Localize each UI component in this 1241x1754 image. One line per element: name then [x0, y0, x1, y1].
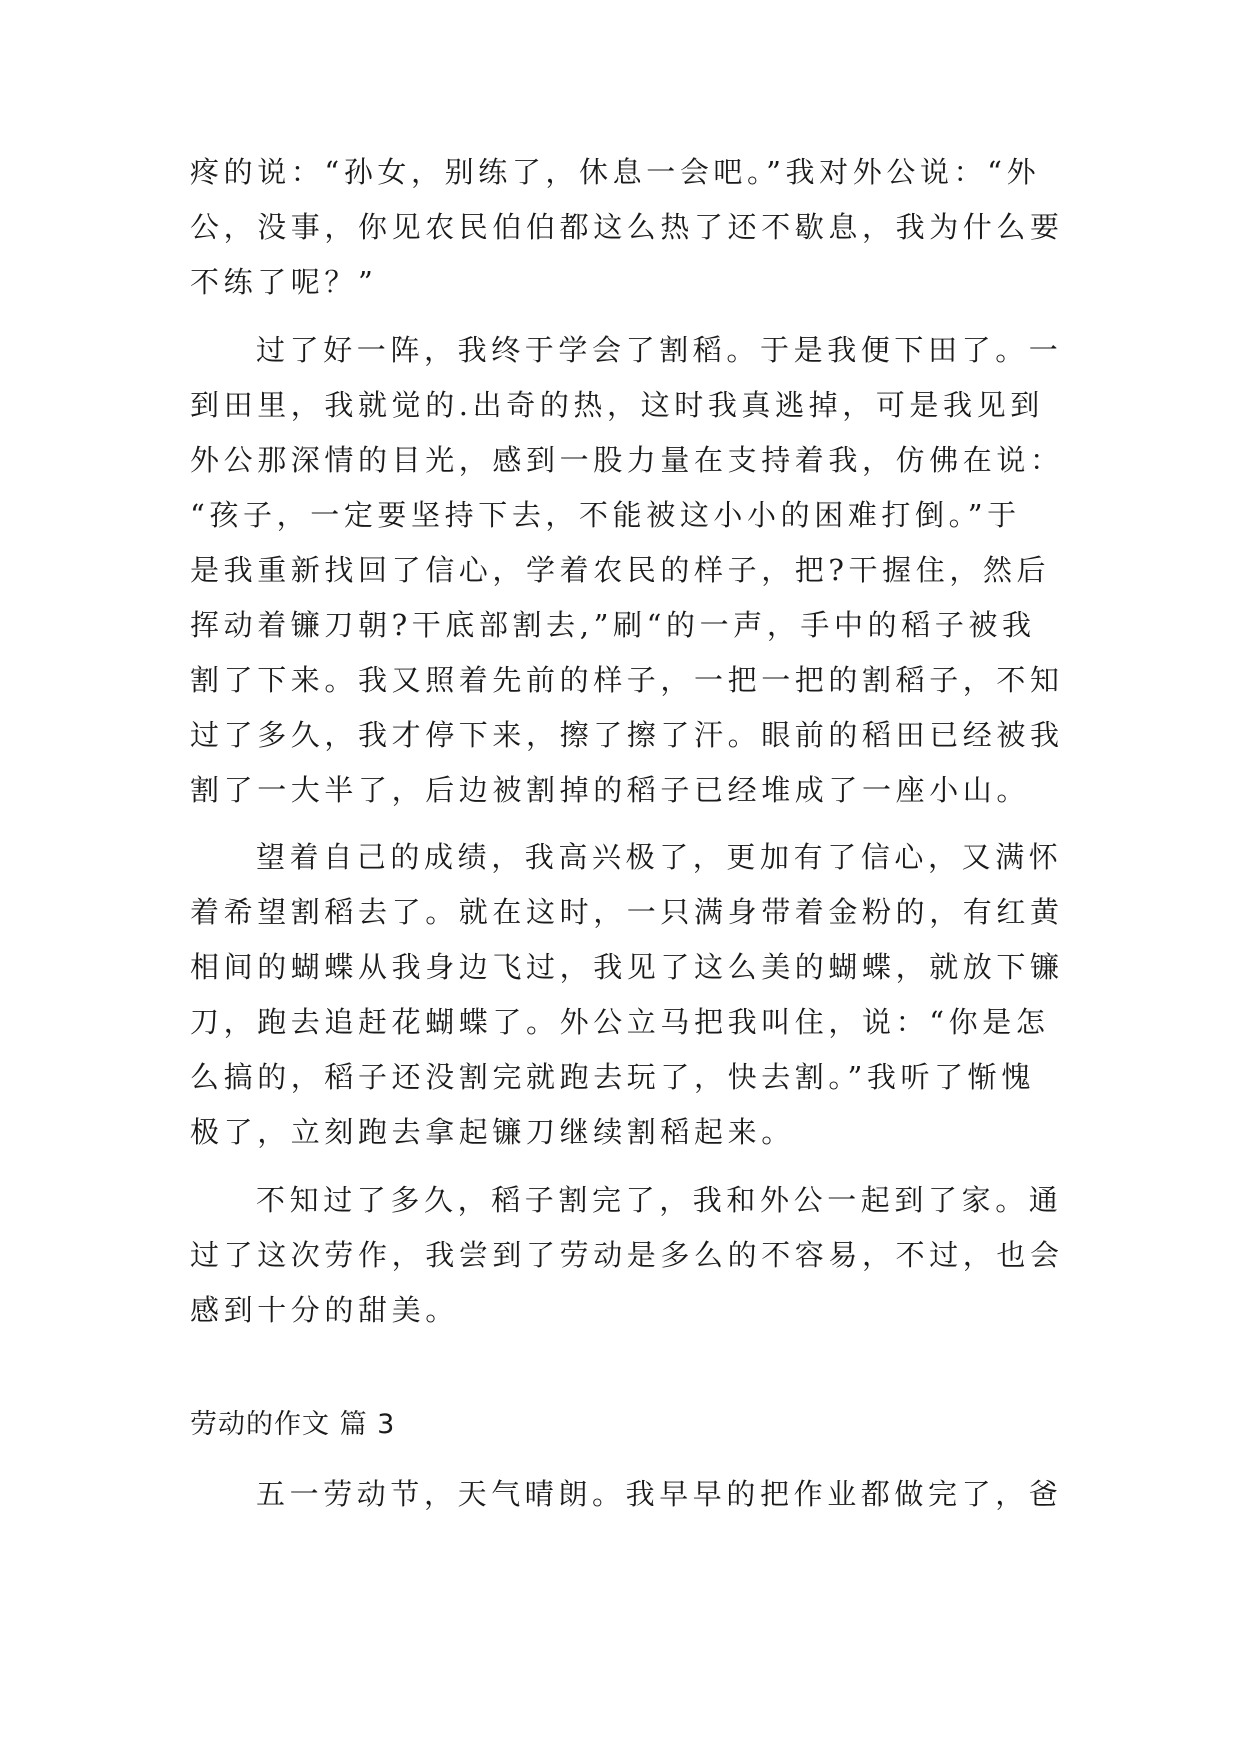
- paragraph-first-line: 过了好一阵，我终于学会了割稻。于是我便下田了。一: [256, 333, 1063, 367]
- text-line: 感到十分的甜美。: [190, 1293, 459, 1327]
- text-line: 刀，跑去追赶花蝴蝶了。外公立马把我叫住，说：“你是怎: [190, 1005, 1050, 1039]
- text-line: 不练了呢？”: [190, 265, 378, 299]
- paragraph-first-line: 望着自己的成绩，我高兴极了，更加有了信心，又满怀: [256, 840, 1063, 874]
- text-line: 外公那深情的目光，感到一股力量在支持着我，仿佛在说：: [190, 443, 1064, 477]
- text-line: 着希望割稻去了。就在这时，一只满身带着金粉的，有红黄: [190, 895, 1064, 929]
- text-line: 挥动着镰刀朝?干底部割去,”刷“的一声，手中的稻子被我: [190, 608, 1036, 642]
- text-line: 疼的说：“孙女，别练了，休息一会吧。”我对外公说：“外: [190, 155, 1041, 189]
- text-line: 割了下来。我又照着先前的样子，一把一把的割稻子，不知: [190, 663, 1064, 697]
- text-line: 相间的蝴蝶从我身边飞过，我见了这么美的蝴蝶，就放下镰: [190, 950, 1064, 984]
- section-heading: 劳动的作文 篇 3: [190, 1409, 396, 1440]
- text-line: 割了一大半了，后边被割掉的稻子已经堆成了一座小山。: [190, 773, 1031, 807]
- text-line: 极了，立刻跑去拿起镰刀继续割稻起来。: [190, 1115, 795, 1149]
- text-line: 公，没事，你见农民伯伯都这么热了还不歇息，我为什么要: [190, 210, 1064, 244]
- text-line: 是我重新找回了信心，学着农民的样子，把?干握住，然后: [190, 553, 1051, 587]
- text-line: 么搞的，稻子还没割完就跑去玩了，快去割。”我听了惭愧: [190, 1060, 1035, 1094]
- paragraph-first-line: 不知过了多久，稻子割完了，我和外公一起到了家。通: [256, 1183, 1063, 1217]
- text-line: 过了多久，我才停下来，擦了擦了汗。眼前的稻田已经被我: [190, 718, 1064, 752]
- text-line: 过了这次劳作，我尝到了劳动是多么的不容易，不过，也会: [190, 1238, 1064, 1272]
- paragraph-first-line: 五一劳动节，天气晴朗。我早早的把作业都做完了，爸: [256, 1477, 1063, 1511]
- text-line: “孩子，一定要坚持下去，不能被这小小的困难打倒。”于: [190, 498, 1021, 532]
- text-line: 到田里，我就觉的.出奇的热，这时我真逃掉，可是我见到: [190, 388, 1044, 422]
